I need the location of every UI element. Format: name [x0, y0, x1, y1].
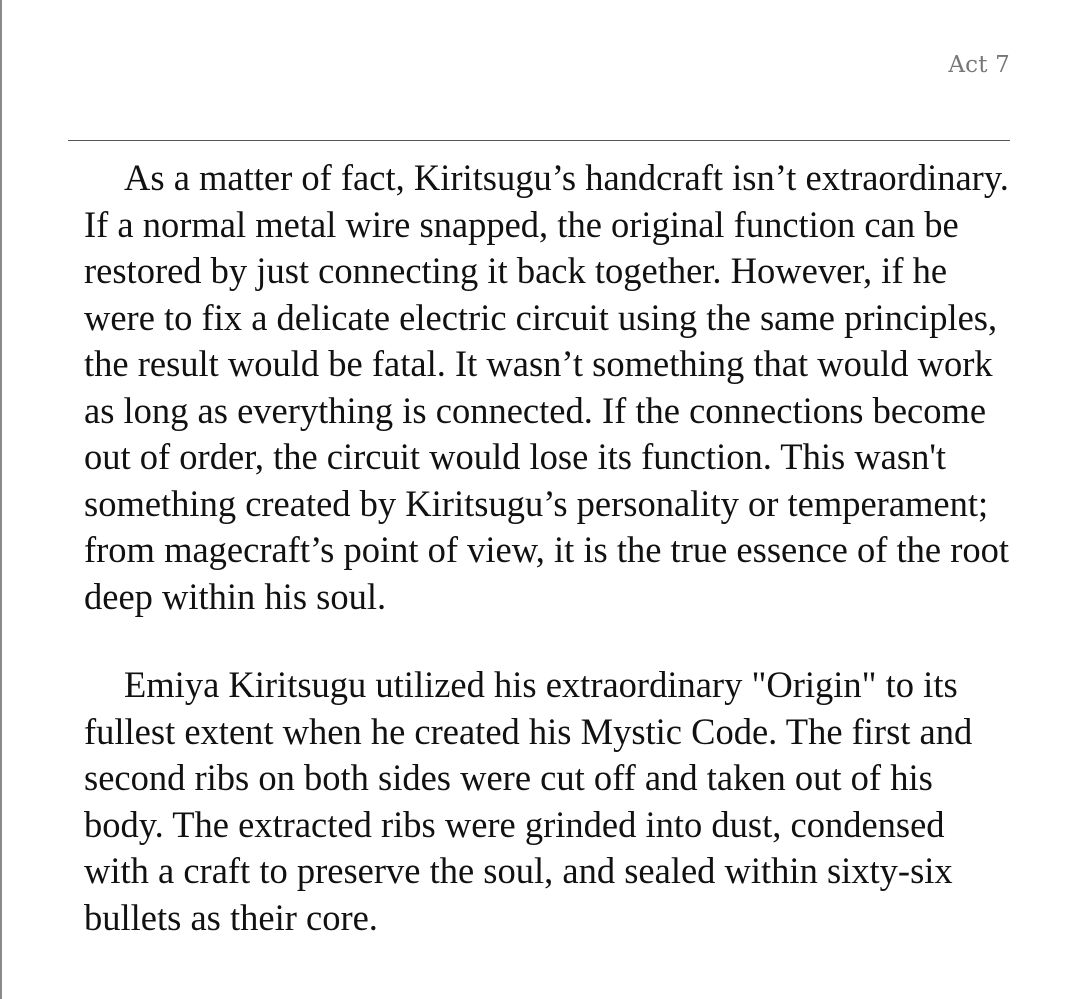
page-edge-divider	[0, 0, 2, 999]
paragraph: Emiya Kiritsugu utilized his extraordinary "Origin" to its fullest extent when he created his Mystic Code. The first and second ribs on both sides were cut off and taken out of his body. The extracted ribs were grinded into dust, condensed with a craft to preserve the soul, and sealed within sixty-six bullets as their core.	[84, 664, 973, 938]
header-divider	[68, 140, 1010, 141]
body-text	[84, 155, 1010, 941]
paragraph: As a matter of fact, Kiritsugu’s handcraft isn’t extraordinary. If a normal metal wire snapped, the original function can be restored by just connecting it back together. However, if he were to fix a delicate electric circuit using the same principles, the result would be fatal. It wasn’t something that would work as long as everything is connected. If the connections become out of order, the circuit would lose its function. This wasn't something created by Kiritsugu’s personality or temperament; from magecraft’s point of view, it is the true essence of the root deep within his soul.	[84, 157, 1010, 617]
chapter-label: Act 7	[948, 52, 1010, 78]
